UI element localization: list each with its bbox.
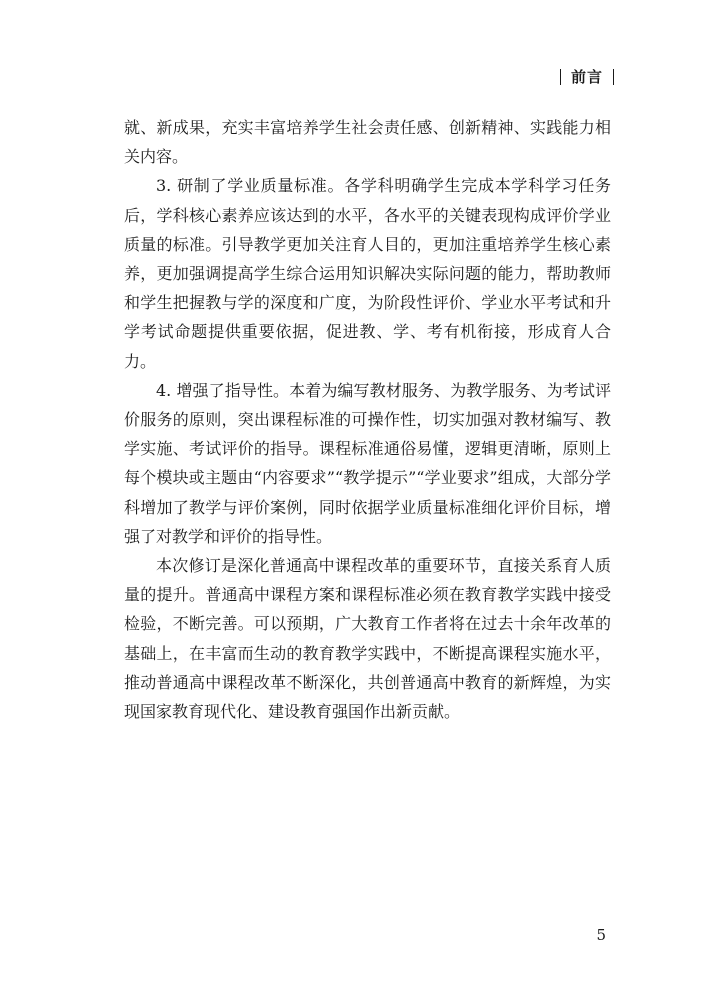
- page-number: 5: [596, 926, 606, 944]
- paragraph-conclusion: 本次修订是深化普通高中课程改革的重要环节，直接关系育人质量的提升。普通高中课程方案和课程标准必须在教育教学实践中接受检验，不断完善。可以预期，广大教育工作者将在过去十余年改革的基础上，在丰富而生动的教育教学实践中，不断提高课程实施水平，推动普通高中课程改革不断深化，共创普通高中教育的新辉煌，为实现国家教育现代化、建设教育强国作出新贡献。: [124, 556, 611, 722]
- running-header: [560, 66, 614, 87]
- header-left-rule: [560, 69, 561, 85]
- paragraph-continuation: 就、新成果，充实丰富培养学生社会责任感、创新精神、实践能力相关内容。: [124, 118, 611, 167]
- paragraph-quality-standards: 3. 研制了学业质量标准。各学科明确学生完成本学科学习任务后，学科核心素养应该达到的水平，各水平的关键表现构成评价学业质量的标准。引导教学更加关注育人目的，更加注重培养学生核心素养，更加强调提高学生综合运用知识解决实际问题的能力，帮助教师和学生把握教与学的深度和广度，为阶段性评价、学业水平考试和升学考试命题提供重要依据，促进教、学、考有机衔接，形成育人合力。: [124, 176, 611, 371]
- section-title: 前言: [570, 68, 603, 86]
- paragraph-guidance: 4. 增强了指导性。本着为编写教材服务、为教学服务、为考试评价服务的原则，突出课程标准的可操作性，切实加强对教材编写、教学实施、考试评价的指导。课程标准通俗易懂，逻辑更清晰，原则上每个模块或主题由“内容要求”“教学提示”“学业要求”组成，大部分学科增加了教学与评价案例，同时依据学业质量标准细化评价目标，增强了对教学和评价的指导性。: [124, 380, 611, 546]
- header-right-rule: [613, 69, 614, 85]
- page-body: [124, 113, 611, 726]
